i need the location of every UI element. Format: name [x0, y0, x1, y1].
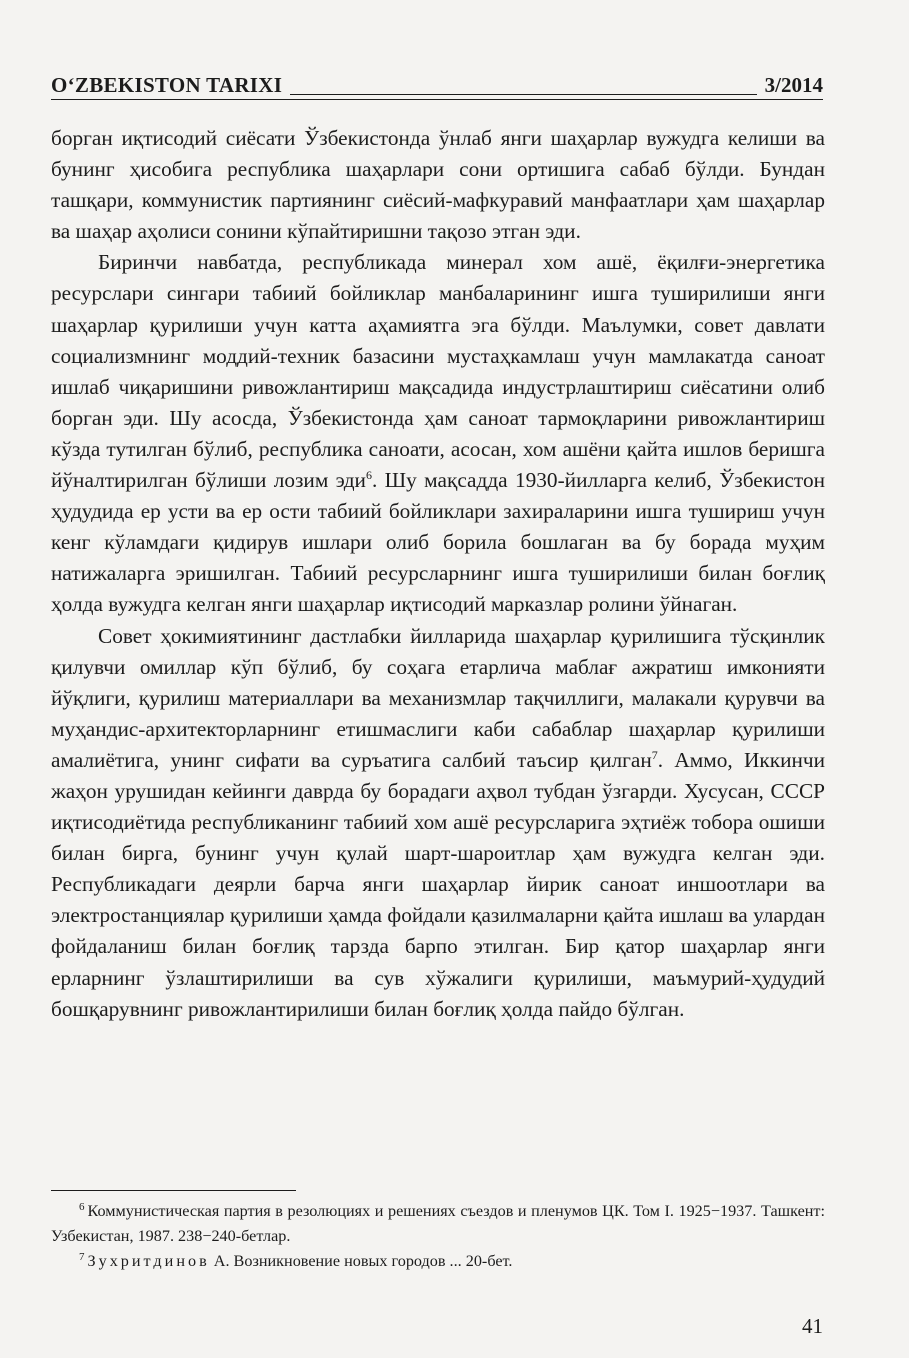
footnote-6-text: Коммунистическая партия в резолюциях и решениях съездов и пленумов ЦК. Том I. 1925−1937. Ташкент: Узбекистан, 1987. 238−240-бетлар.: [51, 1202, 825, 1245]
running-header: [51, 66, 823, 100]
footnote-6-mark: 6: [79, 1200, 85, 1213]
footnote-6: [51, 1199, 825, 1249]
paragraph-2-text-b: . Шу мақсадда 1930-йилларга келиб, Ўзбекистон ҳудудида ер усти ва ер ости табиий бойликлари захираларини ишга тушириш учун кенг кўламдаги қидирув ишлари олиб борила бошлаган ва бу борада муҳим натижаларга эришилган. Табиий ресурсларнинг ишга туширилиши билан боғлиқ ҳолда вужудга келган янги шаҳарлар иқтисодий марказлар ролини ўйнаган.: [51, 468, 825, 617]
paragraph-3-text-b: . Аммо, Иккинчи жаҳон урушидан кейинги даврда бу борадаги аҳвол тубдан ўзгарди. Хусусан, СССР иқтисодиётида республиканинг табиий хом ашё ресурсларига эҳтиёж тобора ошиши билан бирга, бунинг учун қулай шарт-шароитлар ҳам вужудга келган эди. Республикадаги деярли барча янги шаҳарлар йирик саноат иншоотлари ва электростанциялар қурилиши ҳамда фойдали қазилмаларни қайта ишлаш ва улардан фойдаланиш билан боғлиқ тарзда барпо этилган. Бир қатор шаҳарлар янги ерларнинг ўзлаштирилиши ва сув хўжалиги қурилиши, маъмурий-ҳудудий бошқарувнинг ривожлантирилиши билан боғлиқ ҳолда пайдо бўлган.: [51, 747, 825, 1021]
footnote-7: [51, 1249, 825, 1274]
paragraph-2: [51, 247, 825, 620]
article-body: [51, 123, 825, 1025]
paragraph-3-text-a: Совет ҳокимиятининг дастлабки йилларида шаҳарлар қурилишига тўсқинлик қилувчи омиллар кўп бўлиб, бу соҳага етарлича маблағ ажратиш имконияти йўқлиги, қурилиш материаллари ва механизмлар тақчиллиги, малакали қурувчи ва муҳандис-архитекторларнинг етишмаслиги каби сабаблар шаҳарлар қурилиши амалиётига, унинг сифати ва суръатига салбий таъсир қилган: [51, 623, 825, 772]
paragraph-3: [51, 621, 825, 1025]
paragraph-2-text-a: Биринчи навбатда, республикада минерал хом ашё, ёқилғи-энергетика ресурслари сингари табиий бойликлар манбаларининг ишга туширилиши янги шаҳарлар қурилиши учун катта аҳамиятга эга бўлди. Маълумки, совет давлати социализмнинг моддий-техник базасини мустаҳкамлаш учун мамлакатда саноат ишлаб чиқаришини ривожлантириш мақсадида индустрлаштириш сиёсатини олиб борган эди. Шу асосда, Ўзбекистонда ҳам саноат тармоқларини ривожлантириш кўзда тутилган бўлиб, республика саноати, асосан, хом ашёни қайта ишлов беришга йўналтирилган бўлиши лозим эди: [51, 250, 825, 493]
paragraph-1: борган иқтисодий сиёсати Ўзбекистонда ўнлаб янги шаҳарлар вужудга келиши ва бунинг ҳисобига республика шаҳарлари сони ортишига сабаб бўлди. Бундан ташқари, коммунистик партиянинг сиёсий-мафкуравий манфаатлари ҳам шаҳарлар ва шаҳар аҳолиси сонини кўпайтиришни тақозо этган эди.: [51, 126, 825, 244]
page-number: 41: [802, 1314, 823, 1338]
footnotes: [51, 1199, 825, 1274]
footnote-divider: [51, 1190, 296, 1191]
footnote-7-author: Зухритдинов: [87, 1252, 210, 1270]
header-rule: [290, 94, 756, 95]
journal-title: O‘ZBEKISTON TARIXI: [51, 73, 283, 97]
footnote-7-mark: 7: [79, 1250, 85, 1263]
footnote-ref-7[interactable]: 7: [651, 747, 658, 762]
footnote-ref-6[interactable]: 6: [365, 467, 372, 482]
header-divider: [51, 99, 823, 100]
issue-number: 3/2014: [764, 73, 823, 97]
footnote-7-text: А. Возникновение новых городов ... 20-бет.: [209, 1252, 513, 1270]
